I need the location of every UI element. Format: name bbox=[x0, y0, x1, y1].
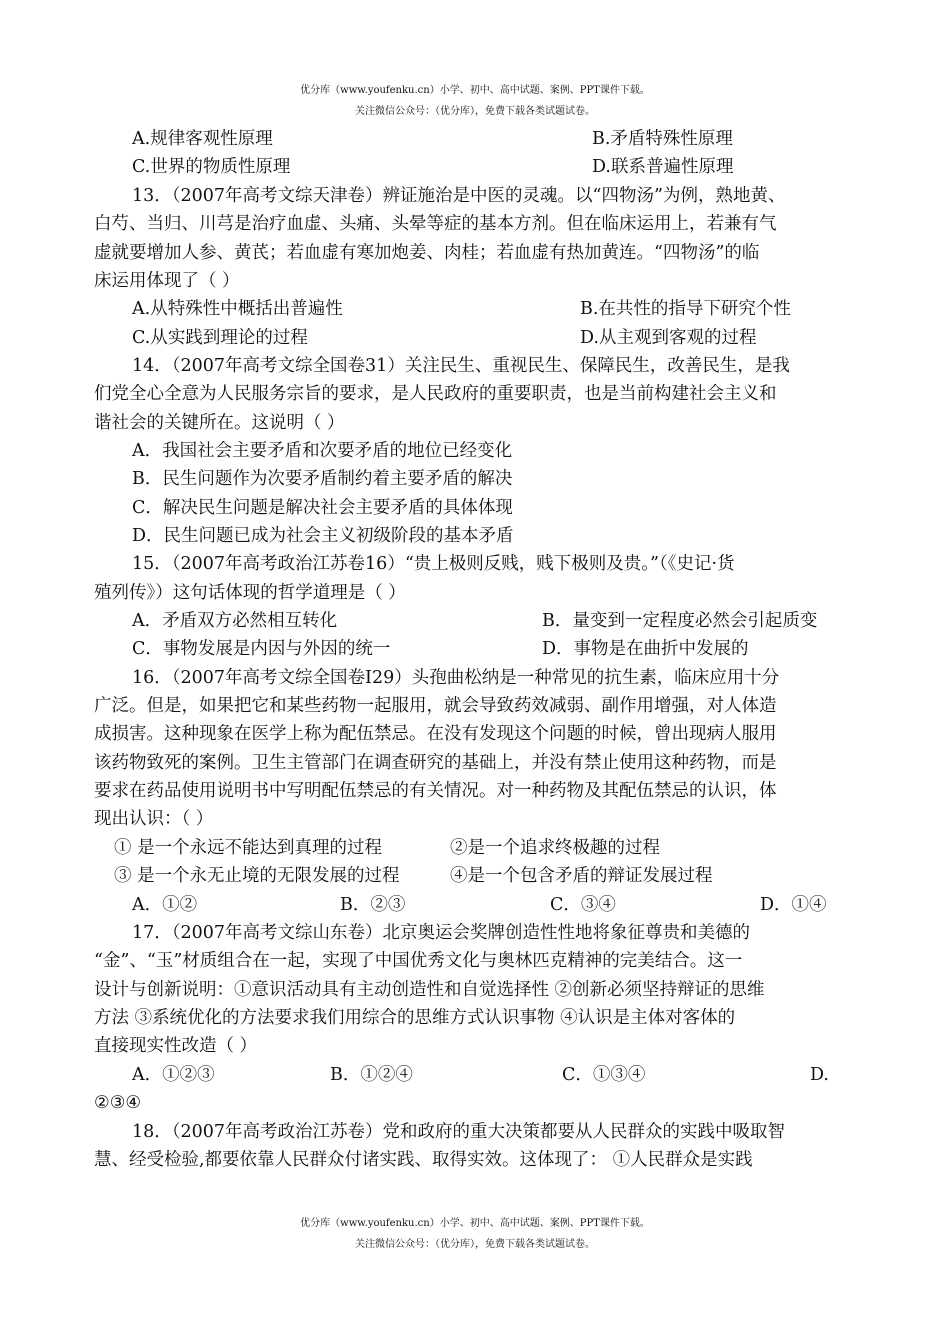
q14-line-1: 14．（2007年高考文综全国卷31）关注民生、重视民生、保障民生，改善民生，是我 bbox=[132, 356, 790, 376]
q17-option-d-continued: ②③④ bbox=[94, 1093, 142, 1113]
q17-line-5: 直接现实性改造（ ） bbox=[94, 1036, 258, 1056]
q15-line-2: 殖列传》）这句话体现的哲学道理是（ ） bbox=[94, 583, 406, 603]
q13-option-b: B.在共性的指导下研究个性 bbox=[580, 299, 791, 319]
q16-line-5: 要求在药品使用说明书中写明配伍禁忌的有关情况。对一种药物及其配伍禁忌的认识，体 bbox=[94, 781, 777, 801]
q18-line-1: 18．（2007年高考政治江苏卷）党和政府的重大决策都要从人民群众的实践中吸取智 bbox=[132, 1122, 786, 1142]
q17-line-2: “金”、“玉”材质组合在一起，实现了中国优秀文化与奥林匹克精神的完美结合。这一 bbox=[94, 951, 743, 971]
q13-line-2: 白芍、当归、川芎是治疗血虚、头痛、头晕等症的基本方剂。但在临床运用上，若兼有气 bbox=[94, 214, 777, 234]
q12-option-c: C.世界的物质性原理 bbox=[132, 157, 291, 177]
header-line-1: 优分库（www.youfenku.cn）小学、初中、高中试题、案例、PPT课件下载。 bbox=[300, 85, 650, 96]
q13-line-1: 13．（2007年高考文综天津卷）辨证施治是中医的灵魂。以“四物汤”为例，熟地黄、 bbox=[132, 186, 786, 206]
q14-option-a: A．我国社会主要矛盾和次要矛盾的地位已经变化 bbox=[132, 441, 513, 461]
q18-line-2: 慧、经受检验,都要依靠人民群众付诸实践、取得实效。这体现了： ①人民群众是实践 bbox=[94, 1150, 753, 1170]
q16-line-2: 广泛。但是，如果把它和某些药物一起服用，就会导致药效减弱、副作用增强，对人体造 bbox=[94, 696, 777, 716]
q16-statement-4: ④是一个包含矛盾的辩证发展过程 bbox=[450, 866, 713, 886]
q15-line-1: 15．（2007年高考政治江苏卷16）“贵上极则反贱，贱下极则及贵。”（《史记·货 bbox=[132, 554, 735, 574]
footer-line-2: 关注微信公众号：（优分库），免费下载各类试题试卷。 bbox=[355, 1239, 595, 1250]
q15-option-c: C．事物发展是内因与外因的统一 bbox=[132, 639, 391, 659]
q16-statement-2: ②是一个追求终极趣的过程 bbox=[450, 838, 660, 858]
q16-line-1: 16．（2007年高考文综全国卷Ⅰ29）头孢曲松纳是一种常见的抗生素，临床应用十分 bbox=[132, 668, 780, 688]
q14-option-b: B．民生问题作为次要矛盾制约着主要矛盾的解决 bbox=[132, 469, 513, 489]
q16-statement-1: ① 是一个永远不能达到真理的过程 bbox=[114, 838, 383, 858]
q17-option-b: B．①②④ bbox=[330, 1065, 413, 1085]
q14-option-c: C．解决民生问题是解决社会主要矛盾的具体体现 bbox=[132, 498, 513, 518]
q13-option-c: C.从实践到理论的过程 bbox=[132, 328, 308, 348]
q16-option-b: B．②③ bbox=[340, 895, 406, 915]
q14-line-2: 们党全心全意为人民服务宗旨的要求，是人民政府的重要职责，也是当前构建社会主义和 bbox=[94, 384, 777, 404]
q12-option-b: B.矛盾特殊性原理 bbox=[592, 129, 733, 149]
footer-line-1: 优分库（www.youfenku.cn）小学、初中、高中试题、案例、PPT课件下载。 bbox=[300, 1218, 650, 1229]
q13-option-d: D.从主观到客观的过程 bbox=[580, 328, 757, 348]
q13-option-a: A.从特殊性中概括出普遍性 bbox=[132, 299, 343, 319]
q12-option-a: A.规律客观性原理 bbox=[132, 129, 273, 149]
q17-line-3: 设计与创新说明：①意识活动具有主动创造性和自觉选择性 ②创新必须坚持辩证的思维 bbox=[94, 980, 765, 1000]
q13-line-4: 床运用体现了（ ） bbox=[94, 271, 240, 291]
q14-line-3: 谐社会的关键所在。这说明（ ） bbox=[94, 413, 345, 433]
q14-option-d: D．民生问题已成为社会主义初级阶段的基本矛盾 bbox=[132, 526, 514, 546]
q16-option-a: A．①② bbox=[132, 895, 198, 915]
q15-option-b: B．量变到一定程度必然会引起质变 bbox=[542, 611, 818, 631]
q16-line-3: 成损害。这种现象在医学上称为配伍禁忌。在没有发现这个问题的时候，曾出现病人服用 bbox=[94, 724, 777, 744]
q15-option-a: A．矛盾双方必然相互转化 bbox=[132, 611, 338, 631]
q16-line-6: 现出认识：（ ） bbox=[94, 809, 214, 829]
q13-line-3: 虚就要增加人参、黄芪；若血虚有寒加炮姜、肉桂；若血虚有热加黄连。“四物汤”的临 bbox=[94, 243, 760, 263]
q17-option-d: D. bbox=[810, 1065, 829, 1085]
q17-option-c: C．①③④ bbox=[562, 1065, 646, 1085]
q12-option-d: D.联系普遍性原理 bbox=[592, 157, 734, 177]
q15-option-d: D．事物是在曲折中发展的 bbox=[542, 639, 749, 659]
header-line-2: 关注微信公众号：（优分库），免费下载各类试题试卷。 bbox=[355, 106, 595, 117]
q17-line-4: 方法 ③系统优化的方法要求我们用综合的思维方式认识事物 ④认识是主体对客体的 bbox=[94, 1008, 736, 1028]
q17-option-a: A．①②③ bbox=[132, 1065, 215, 1085]
q16-line-4: 该药物致死的案例。卫生主管部门在调查研究的基础上，并没有禁止使用这种药物，而是 bbox=[94, 753, 777, 773]
q16-option-d: D．①④ bbox=[760, 895, 827, 915]
q16-statement-3: ③ 是一个永无止境的无限发展的过程 bbox=[114, 866, 400, 886]
q17-line-1: 17．（2007年高考文综山东卷）北京奥运会奖牌创造性性地将象征尊贵和美德的 bbox=[132, 923, 751, 943]
q16-option-c: C．③④ bbox=[550, 895, 616, 915]
